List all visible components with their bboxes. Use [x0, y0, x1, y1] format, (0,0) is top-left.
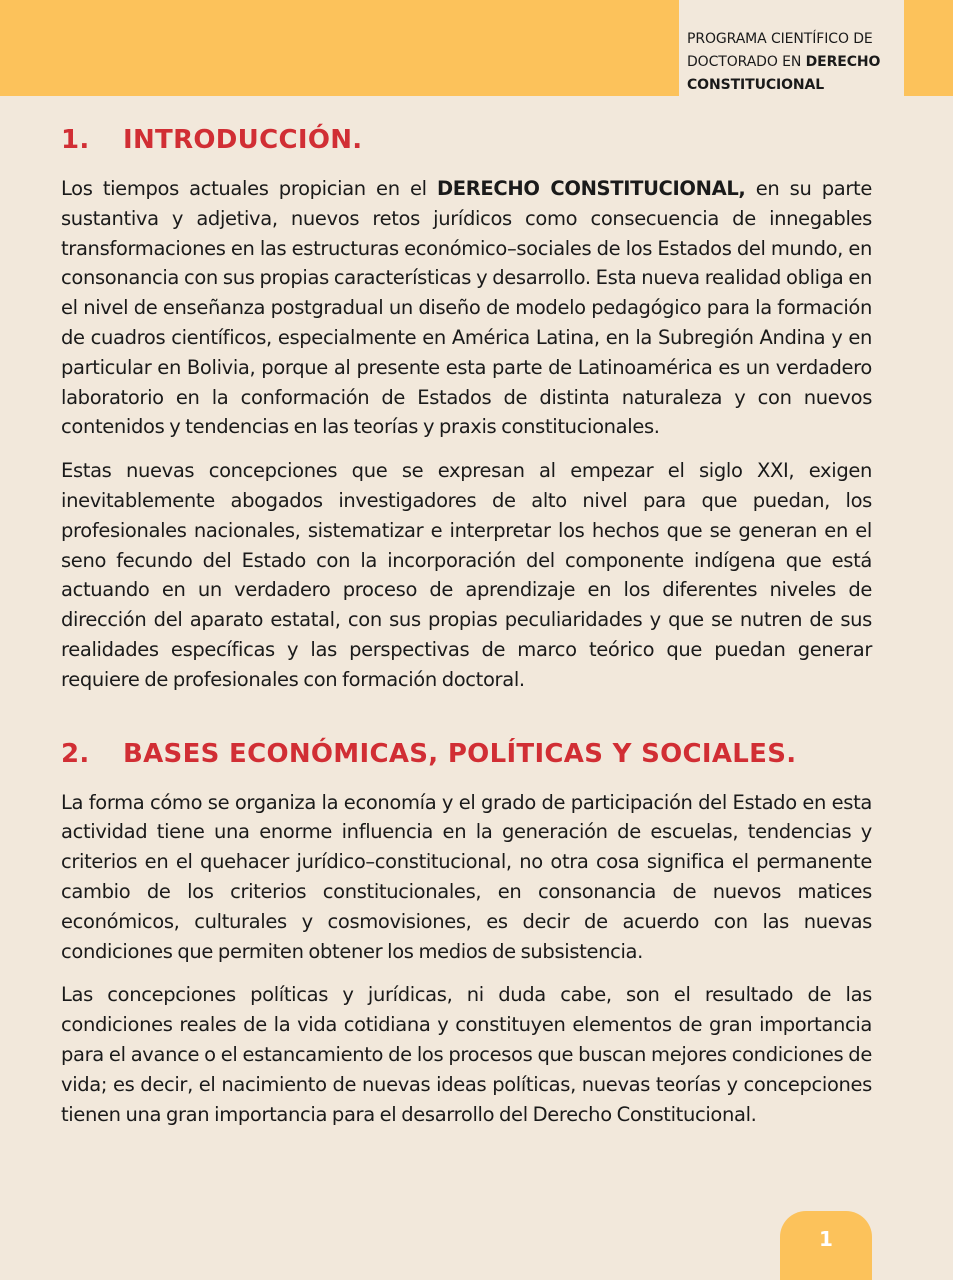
program-header-line3: [687, 74, 898, 97]
program-header-bold-2: CONSTITUCIONAL: [687, 77, 825, 93]
section-2-paragraph-2: Las concepciones políticas y jurídicas, ni duda cabe, son el resultado de las condiciones reales de la vida cotidiana y constituyen elementos de gran importancia para el avance o el estancamiento de los procesos que buscan mejores condiciones de vida; es decir, el nacimiento de nuevas ideas políticas, nuevas teorías y concepciones tienen una gran importancia para el desarrollo del Derecho Constitucional.: [61, 983, 872, 1126]
section-1-paragraph-1: [61, 174, 872, 442]
section-2-number: 2.: [61, 738, 90, 769]
section-2-heading: [61, 732, 872, 776]
program-header: [679, 0, 904, 98]
section-2-title: BASES ECONÓMICAS, POLÍTICAS Y SOCIALES.: [123, 738, 797, 769]
section-1-p1-text-start: Los tiempos actuales propician en el: [61, 177, 437, 200]
page-number-tab: [780, 1211, 872, 1280]
section-1-heading: [61, 118, 872, 162]
section-1-paragraph-2: Estas nuevas concepciones que se expresan al empezar el siglo XXI, exigen inevitablemente abogados investigadores de alto nivel para que puedan, los profesionales nacionales, sistematizar e interpretar los hechos que se generan en el seno fecundo del Estado con la incorporación del componente indígena que está actuando en un verdadero proceso de aprendizaje en los diferentes niveles de dirección del aparato estatal, con sus propias peculiaridades y que se nutren de sus realidades específicas y las perspectivas de marco teórico que puedan generar requiere de profesionales con formación doctoral.: [61, 459, 872, 691]
section-1-p1-text-end: en su parte sustantiva y adjetiva, nuevos retos jurídicos como consecuencia de innegables transformaciones en las estructuras económico–sociales de los Estados del mundo, en consonancia con sus propias características y desarrollo. Esta nueva realidad obliga en el nivel de enseñanza postgradual un diseño de modelo pedagógico para la formación de cuadros científicos, especialmente en América Latina, en la Subregión Andina y en particular en Bolivia, porque al presente esta parte de Latinoamérica es un verdadero laboratorio en la conformación de Estados de distinta naturaleza y con nuevos contenidos y tendencias en las teorías y praxis constitucionales.: [61, 177, 872, 439]
program-header-bold-1: DERECHO: [805, 54, 881, 70]
program-header-line1: PROGRAMA CIENTÍFICO DE: [687, 31, 873, 47]
program-header-line2: [687, 51, 898, 74]
section-1-p1-emphasis: DERECHO CONSTITUCIONAL,: [436, 177, 746, 200]
program-header-prefix: DOCTORADO EN: [687, 54, 802, 70]
section-1-title: INTRODUCCIÓN.: [123, 125, 363, 155]
document-body: [61, 118, 872, 1129]
section-1-number: 1.: [61, 125, 90, 155]
section-2-paragraph-1: La forma cómo se organiza la economía y el grado de participación del Estado en esta actividad tiene una enorme influencia en la generación de escuelas, tendencias y criterios en el quehacer jurídico–constitucional, no otra cosa significa el permanente cambio de los criterios constitucionales, en consonancia de nuevos matices económicos, culturales y cosmovisiones, es decir de acuerdo con las nuevas condiciones que permiten obtener los medios de subsistencia.: [61, 790, 872, 963]
page-number: 1: [819, 1227, 833, 1251]
